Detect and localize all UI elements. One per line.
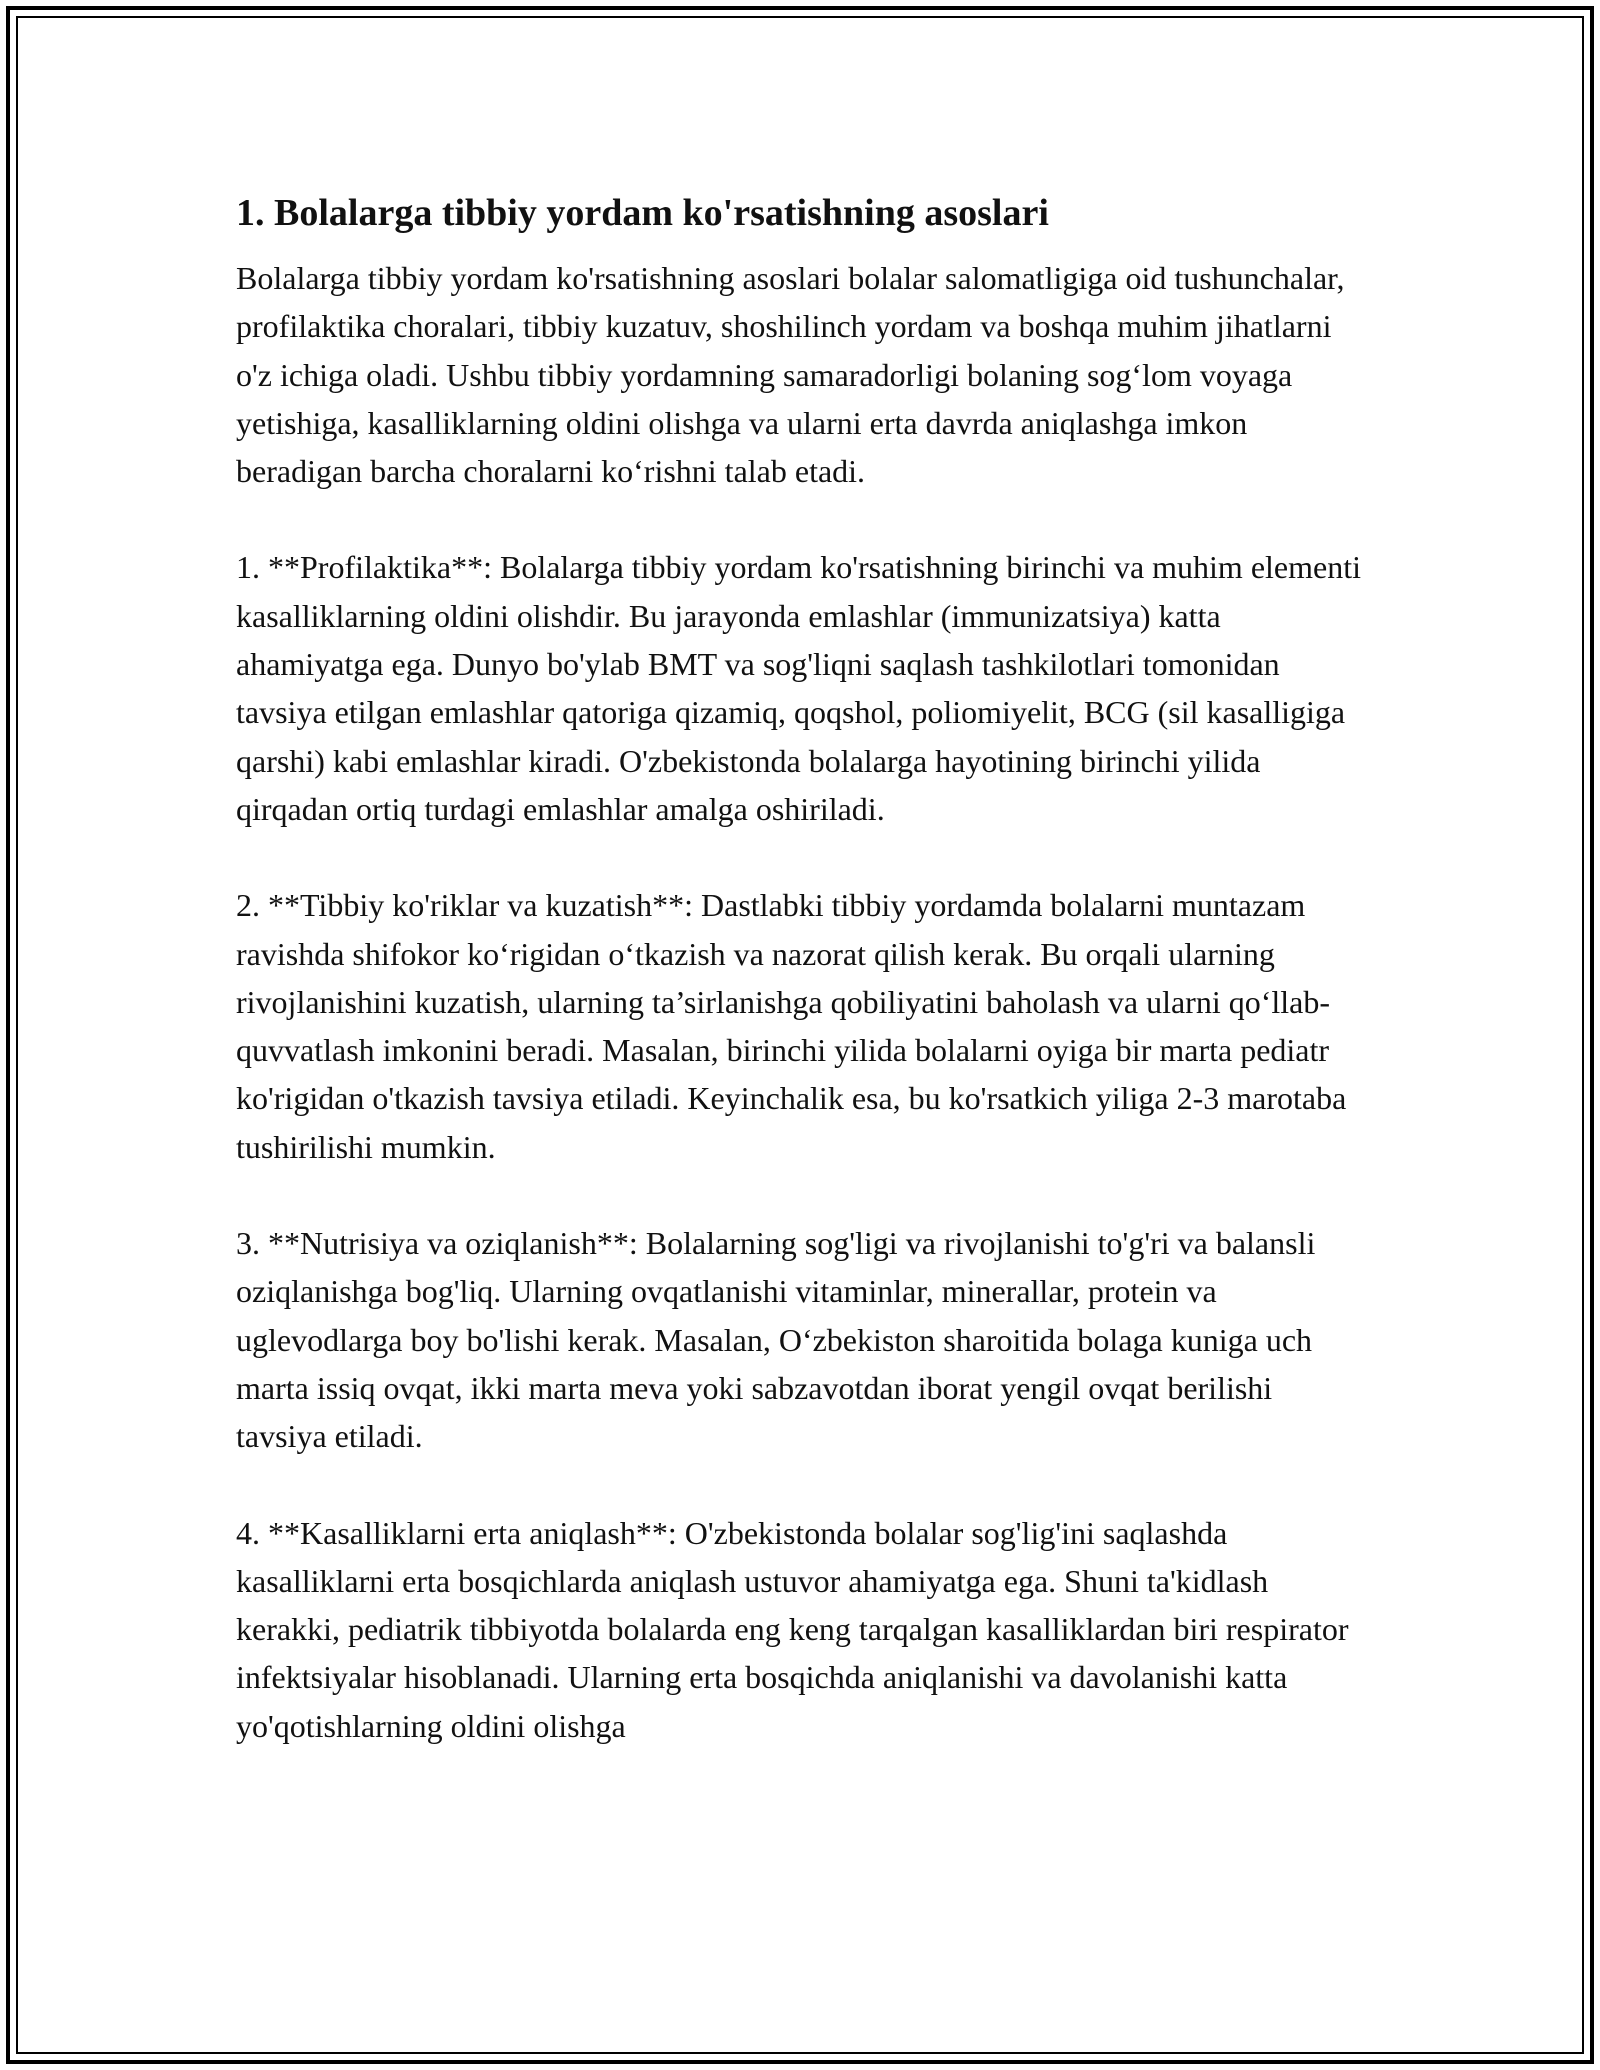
paragraph-kasalliklarni-aniqlash: 4. **Kasalliklarni erta aniqlash**: O'zbekistonda bolalar sog'lig'ini saqlashda kasalliklarni erta bosqichlarda aniqlash ustuvor ahamiyatga ega. Shuni ta'kidlash kerakki, pediatrik tibbiyotda bolalarda eng keng tarqalgan kasalliklardan biri respirator infektsiyalar hisoblanadi. Ularning erta bosqichda aniqlanishi va davolanishi katta yo'qotishlarning oldini olishga <box>236 1514 1349 1744</box>
paragraph-nutrisiya: 3. **Nutrisiya va oziqlanish**: Bolalarning sog'ligi va rivojlanishi to'g'ri va balansli oziqlanishga bog'liq. Ularning ovqatlanishi vitaminlar, minerallar, protein va uglevodlarga boy bo'lishi kerak. Masalan, O‘zbekiston sharoitida bolaga kuniga uch marta issiq ovqat, ikki marta meva yoki sabzavotdan iborat yengil ovqat berilishi tavsiya etiladi. <box>236 1225 1316 1455</box>
paragraph-tibbiy-koriklar: 2. **Tibbiy ko'riklar va kuzatish**: Dastlabki tibbiy yordamda bolalarni muntazam ravishda shifokor ko‘rigidan o‘tkazish va nazorat qilish kerak. Bu orqali ularning rivojlanishini kuzatish, ularning ta’sirlanishga qobiliyatini baholash va ularni qo‘llab-quvvatlash imkonini beradi. Masalan, birinchi yilida bolalarni oyiga bir marta pediatr ko'rigidan o'tkazish tavsiya etiladi. Keyinchalik esa, bu ko'rsatkich yiliga 2-3 marotaba tushirilishi mumkin. <box>236 887 1347 1165</box>
document-body <box>236 186 1366 1798</box>
section-heading: 1. Bolalarga tibbiy yordam ko'rsatishning asoslari <box>236 192 1049 234</box>
intro-paragraph: Bolalarga tibbiy yordam ko'rsatishning asoslari bolalar salomatligiga oid tushunchalar, profilaktika choralari, tibbiy kuzatuv, shoshilinch yordam va boshqa muhim jihatlarni o'z ichiga oladi. Ushbu tibbiy yordamning samaradorligi bolaning sog‘lom voyaga yetishiga, kasalliklarning oldini olishga va ularni erta davrda aniqlashga imkon beradigan barcha choralarni ko‘rishni talab etadi. <box>236 260 1345 490</box>
paragraph-profilaktika: 1. **Profilaktika**: Bolalarga tibbiy yordam ko'rsatishning birinchi va muhim elementi kasalliklarning oldini olishdir. Bu jarayonda emlashlar (immunizatsiya) katta ahamiyatga ega. Dunyo bo'ylab BMT va sog'liqni saqlash tashkilotlari tomonidan tavsiya etilgan emlashlar qatoriga qizamiq, qoqshol, poliomiyelit, BCG (sil kasalligiga qarshi) kabi emlashlar kiradi. O'zbekistonda bolalarga hayotining birinchi yilida qirqadan ortiq turdagi emlashlar amalga oshiriladi. <box>236 549 1361 827</box>
